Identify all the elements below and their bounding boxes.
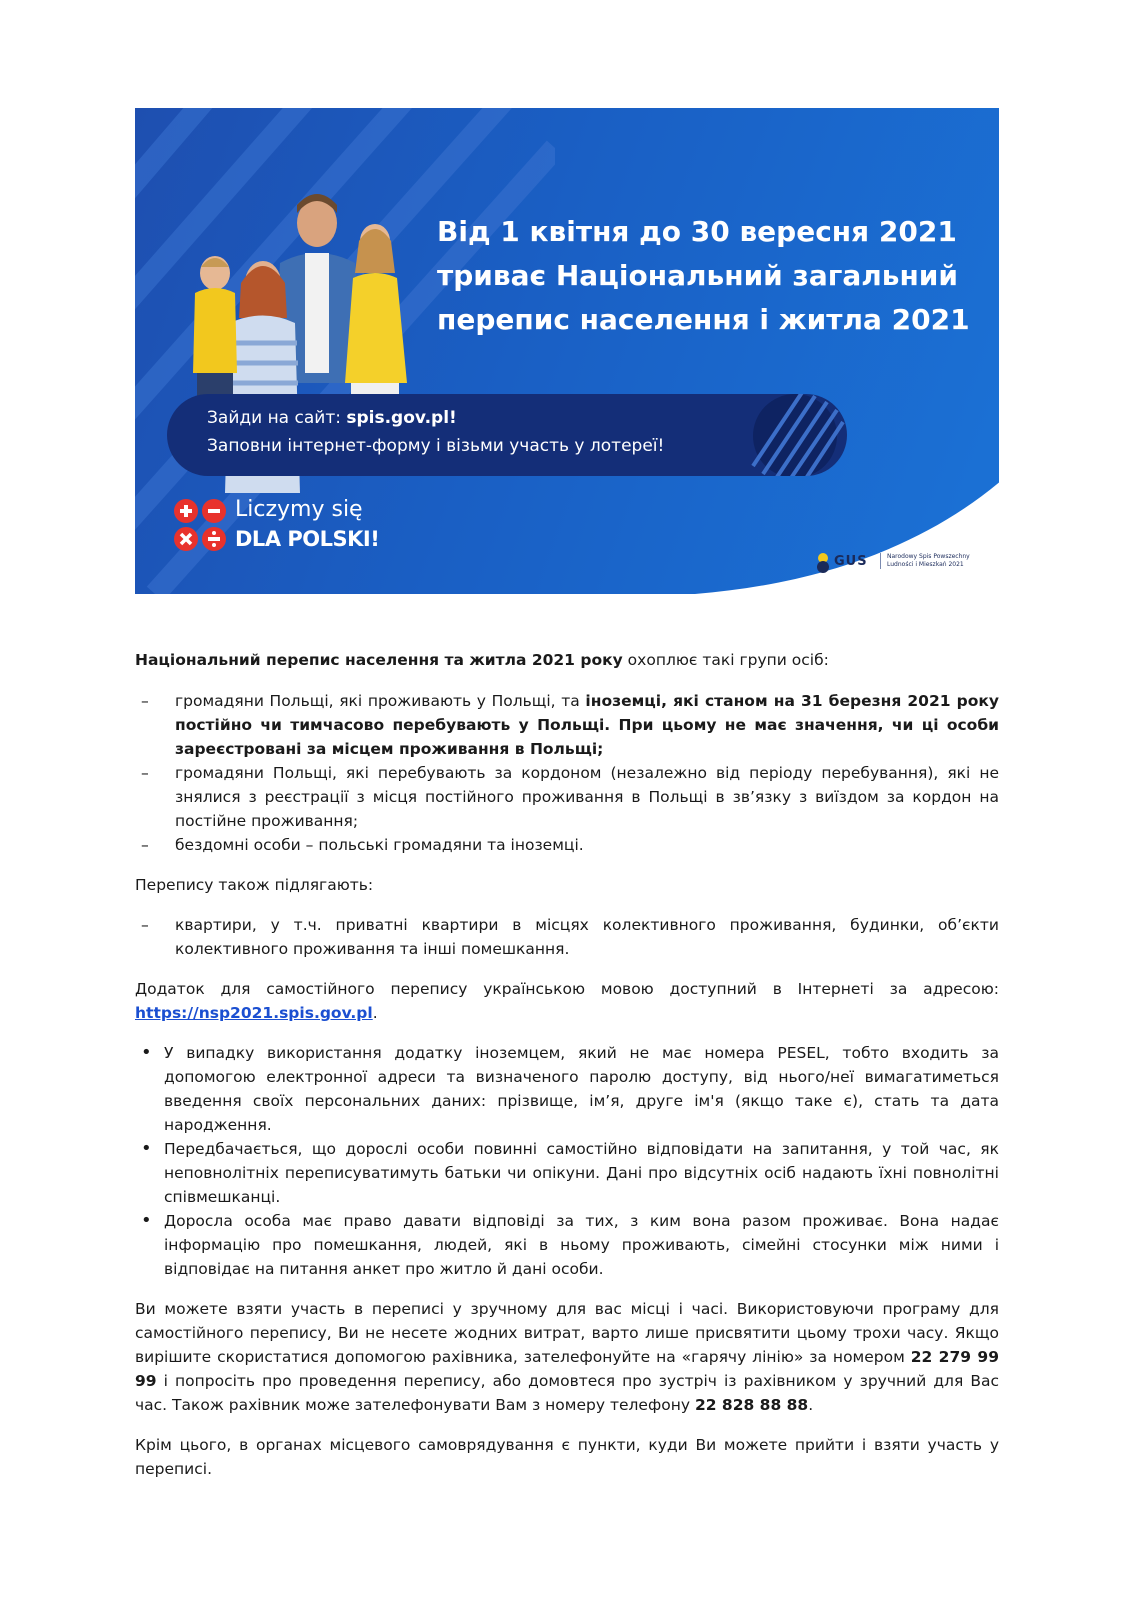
gus-name: GUS — [834, 554, 868, 569]
intro-bold: Національний перепис населення та житла 2021 року — [135, 651, 623, 669]
document-body — [135, 648, 999, 1481]
list-item — [135, 761, 999, 833]
list-item — [135, 689, 999, 761]
participation-text: Ви можете взяти участь в переписі у зручному для вас місці і часі. Використовуючи програму для самостійного перепису, Ви не несете жодних витрат, варто лише присвятити цьому трохи часу. Якщо вирішите скористатися допомогою рахівника, зателефонуйте на «гарячу лінію» за номером — [135, 1300, 999, 1366]
list-item-text: бездомні особи – польські громадяни та іноземці. — [175, 836, 584, 854]
banner-headline — [437, 210, 997, 342]
intro-rest: охоплює такі групи осіб: — [622, 651, 829, 669]
list-item-text: громадяни Польщі, які проживають у Польщі, та — [175, 692, 586, 710]
slogan-line: Liczymy się — [235, 497, 363, 522]
slogan-line: DLA POLSKI! — [235, 527, 380, 551]
list-item: – квартири, у т.ч. приватні квартири в місцях колективного проживання, будинки, об’єкти колективного проживання та інші помешкання. — [135, 913, 999, 961]
enumerator-phone: 22 828 88 88 — [694, 1396, 809, 1414]
website-callout — [167, 394, 847, 476]
population-groups-list — [135, 689, 999, 857]
dwellings-list — [135, 913, 999, 961]
app-paragraph — [135, 977, 999, 1025]
headline-line: триває Національний загальний — [437, 259, 959, 292]
campaign-slogan — [235, 496, 379, 554]
intro-paragraph — [135, 648, 999, 672]
list-item: • У випадку використання додатку іноземцем, який не має номера PESEL, тобто входить за допомогою електронної адреси та визначеного паролю доступу, від нього/неї вимагатиметься введення своїх персональних даних: прізвище, ім’я, друге ім'я (якщо таке є), стать та дата народження. — [135, 1041, 999, 1137]
list-item: • Доросла особа має право давати відповіді за тих, з ким вона разом проживає. Вона надає інформацію про помешкання, людей, які в ньому проживають, сімейні стосунки між ними і відповідає на питання анкет про житло й дані особи. — [135, 1209, 999, 1281]
participation-text: . — [808, 1396, 814, 1414]
website-prefix: Зайди на сайт: — [207, 408, 347, 428]
app-text: Додаток для самостійного перепису українською мовою доступний в Інтернеті за адресою: — [135, 980, 999, 998]
app-rules-list — [135, 1041, 999, 1281]
hotline-number: 22 279 99 99 — [135, 1348, 999, 1390]
census-banner — [135, 108, 999, 594]
list-item — [135, 833, 999, 857]
app-link[interactable]: https://nsp2021.spis.gov.pl — [135, 1004, 373, 1022]
gus-logo — [814, 548, 979, 578]
local-points-paragraph: Крім цього, в органах місцевого самоврядування є пункти, куди Ви можете прийти і взяти участь у переписі. — [135, 1436, 999, 1478]
headline-line: Від 1 квітня до 30 вересня 2021 — [437, 215, 957, 248]
math-symbols-icon — [171, 496, 231, 556]
gus-emblem-icon — [814, 552, 832, 574]
list-item-text: громадяни Польщі, які перебувають за кордоном (незалежно від періоду перебування), які не знялися з реєстрації з місця постійного проживання в Польщі в зв’язку з виїздом за кордон на постійне проживання; — [175, 764, 999, 830]
participation-paragraph — [135, 1297, 999, 1417]
list-item: • Передбачається, що дорослі особи повинні самостійно відповідати на запитання, у той час, як неповнолітніх переписуватимуть батьки чи опікуни. Дані про відсутніх осіб надають їхні повнолітні співмешканці. — [135, 1137, 999, 1209]
website-line — [207, 408, 457, 428]
website-link[interactable]: spis.gov.pl! — [346, 408, 457, 428]
participation-text: і попросіть про проведення перепису, або домовтеся про зустріч із рахівником у зручний для Вас час. Також рахівник може зателефонувати Вам з номеру телефону — [135, 1372, 999, 1414]
also-subject-paragraph: Перепису також підлягають: — [135, 876, 374, 894]
gus-subtitle: Narodowy Spis Powszechny Ludności i Mieszkań 2021 — [880, 553, 977, 569]
pill-stripes-decoration — [743, 394, 847, 476]
headline-line: перепис населення і житла 2021 — [437, 303, 970, 336]
app-text-end: . — [372, 1004, 378, 1022]
list-item-bold: іноземці, які станом на 31 березня 2021 року постійно чи тимчасово перебувають у Польщі. При цьому не має значення, чи ці особи зареєстровані за місцем проживання в Польщі; — [175, 692, 1000, 758]
lottery-cta: Заповни інтернет-форму і візьми участь у лотереї! — [207, 436, 665, 456]
